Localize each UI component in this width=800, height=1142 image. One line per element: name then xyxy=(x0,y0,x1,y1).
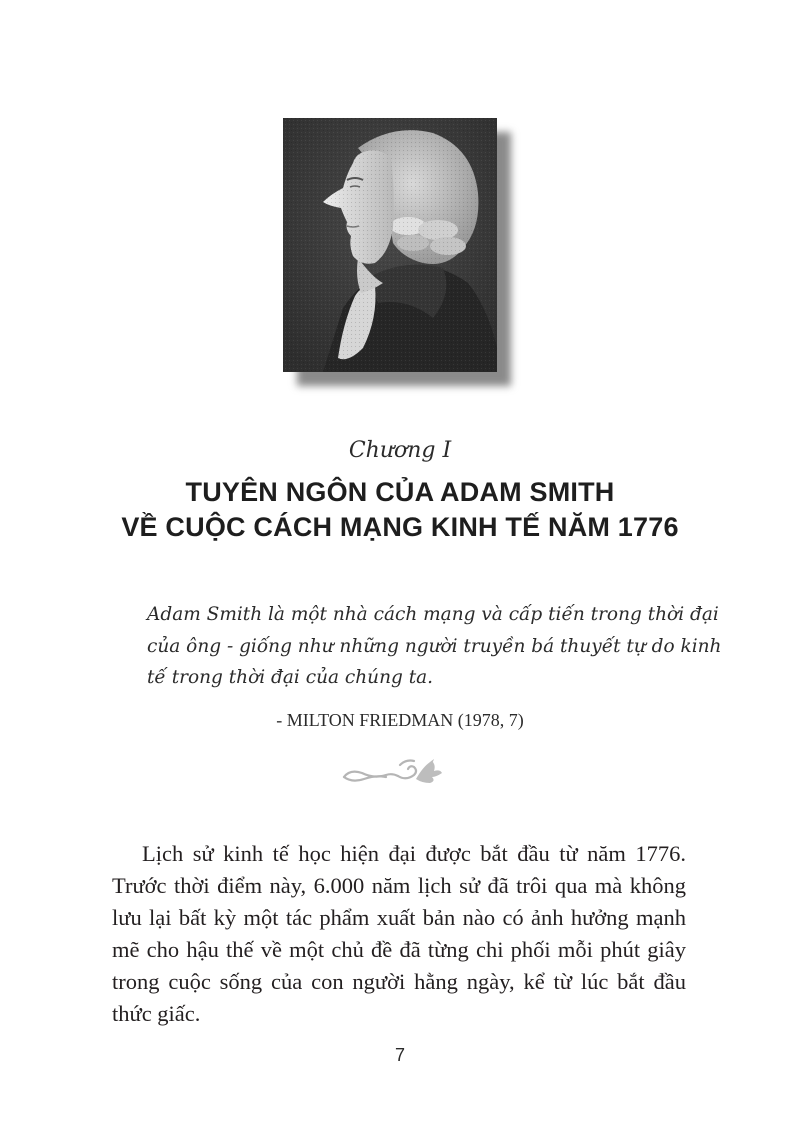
flourish-divider-icon xyxy=(340,755,444,787)
body-paragraph xyxy=(112,838,686,1030)
epigraph-attribution: - MILTON FRIEDMAN (1978, 7) xyxy=(276,710,524,730)
chapter-title-line-2: VỀ CUỘC CÁCH MẠNG KINH TẾ NĂM 1776 xyxy=(121,512,679,542)
body-line: mẽ cho hậu thế về một chủ đề đã từng chi phối mỗi phút giây xyxy=(112,937,686,962)
page-number: 7 xyxy=(394,1045,405,1065)
epigraph-quote xyxy=(147,599,722,694)
chapter-title-line-1: TUYÊN NGÔN CỦA ADAM SMITH xyxy=(185,477,615,507)
epigraph-line: tế trong thời đại của chúng ta. xyxy=(147,667,434,688)
body-line: thức giấc. xyxy=(112,1001,201,1026)
body-line: trong cuộc sống của con người hằng ngày, kể từ lúc bắt đầu xyxy=(112,969,686,994)
portrait-image xyxy=(283,118,497,372)
body-line: Trước thời điểm này, 6.000 năm lịch sử đã trôi qua mà không xyxy=(112,873,686,898)
adam-smith-portrait xyxy=(283,118,497,372)
body-line: lưu lại bất kỳ một tác phẩm xuất bản nào có ảnh hưởng mạnh xyxy=(112,905,686,930)
epigraph-line: Adam Smith là một nhà cách mạng và cấp tiến trong thời đại xyxy=(147,604,719,625)
epigraph-line: của ông - giống như những người truyền bá thuyết tự do kinh xyxy=(147,635,722,657)
chapter-label: Chương I xyxy=(348,438,452,463)
chapter-title xyxy=(0,475,800,545)
body-line: Lịch sử kinh tế học hiện đại được bắt đầu từ năm 1776. xyxy=(142,841,686,866)
